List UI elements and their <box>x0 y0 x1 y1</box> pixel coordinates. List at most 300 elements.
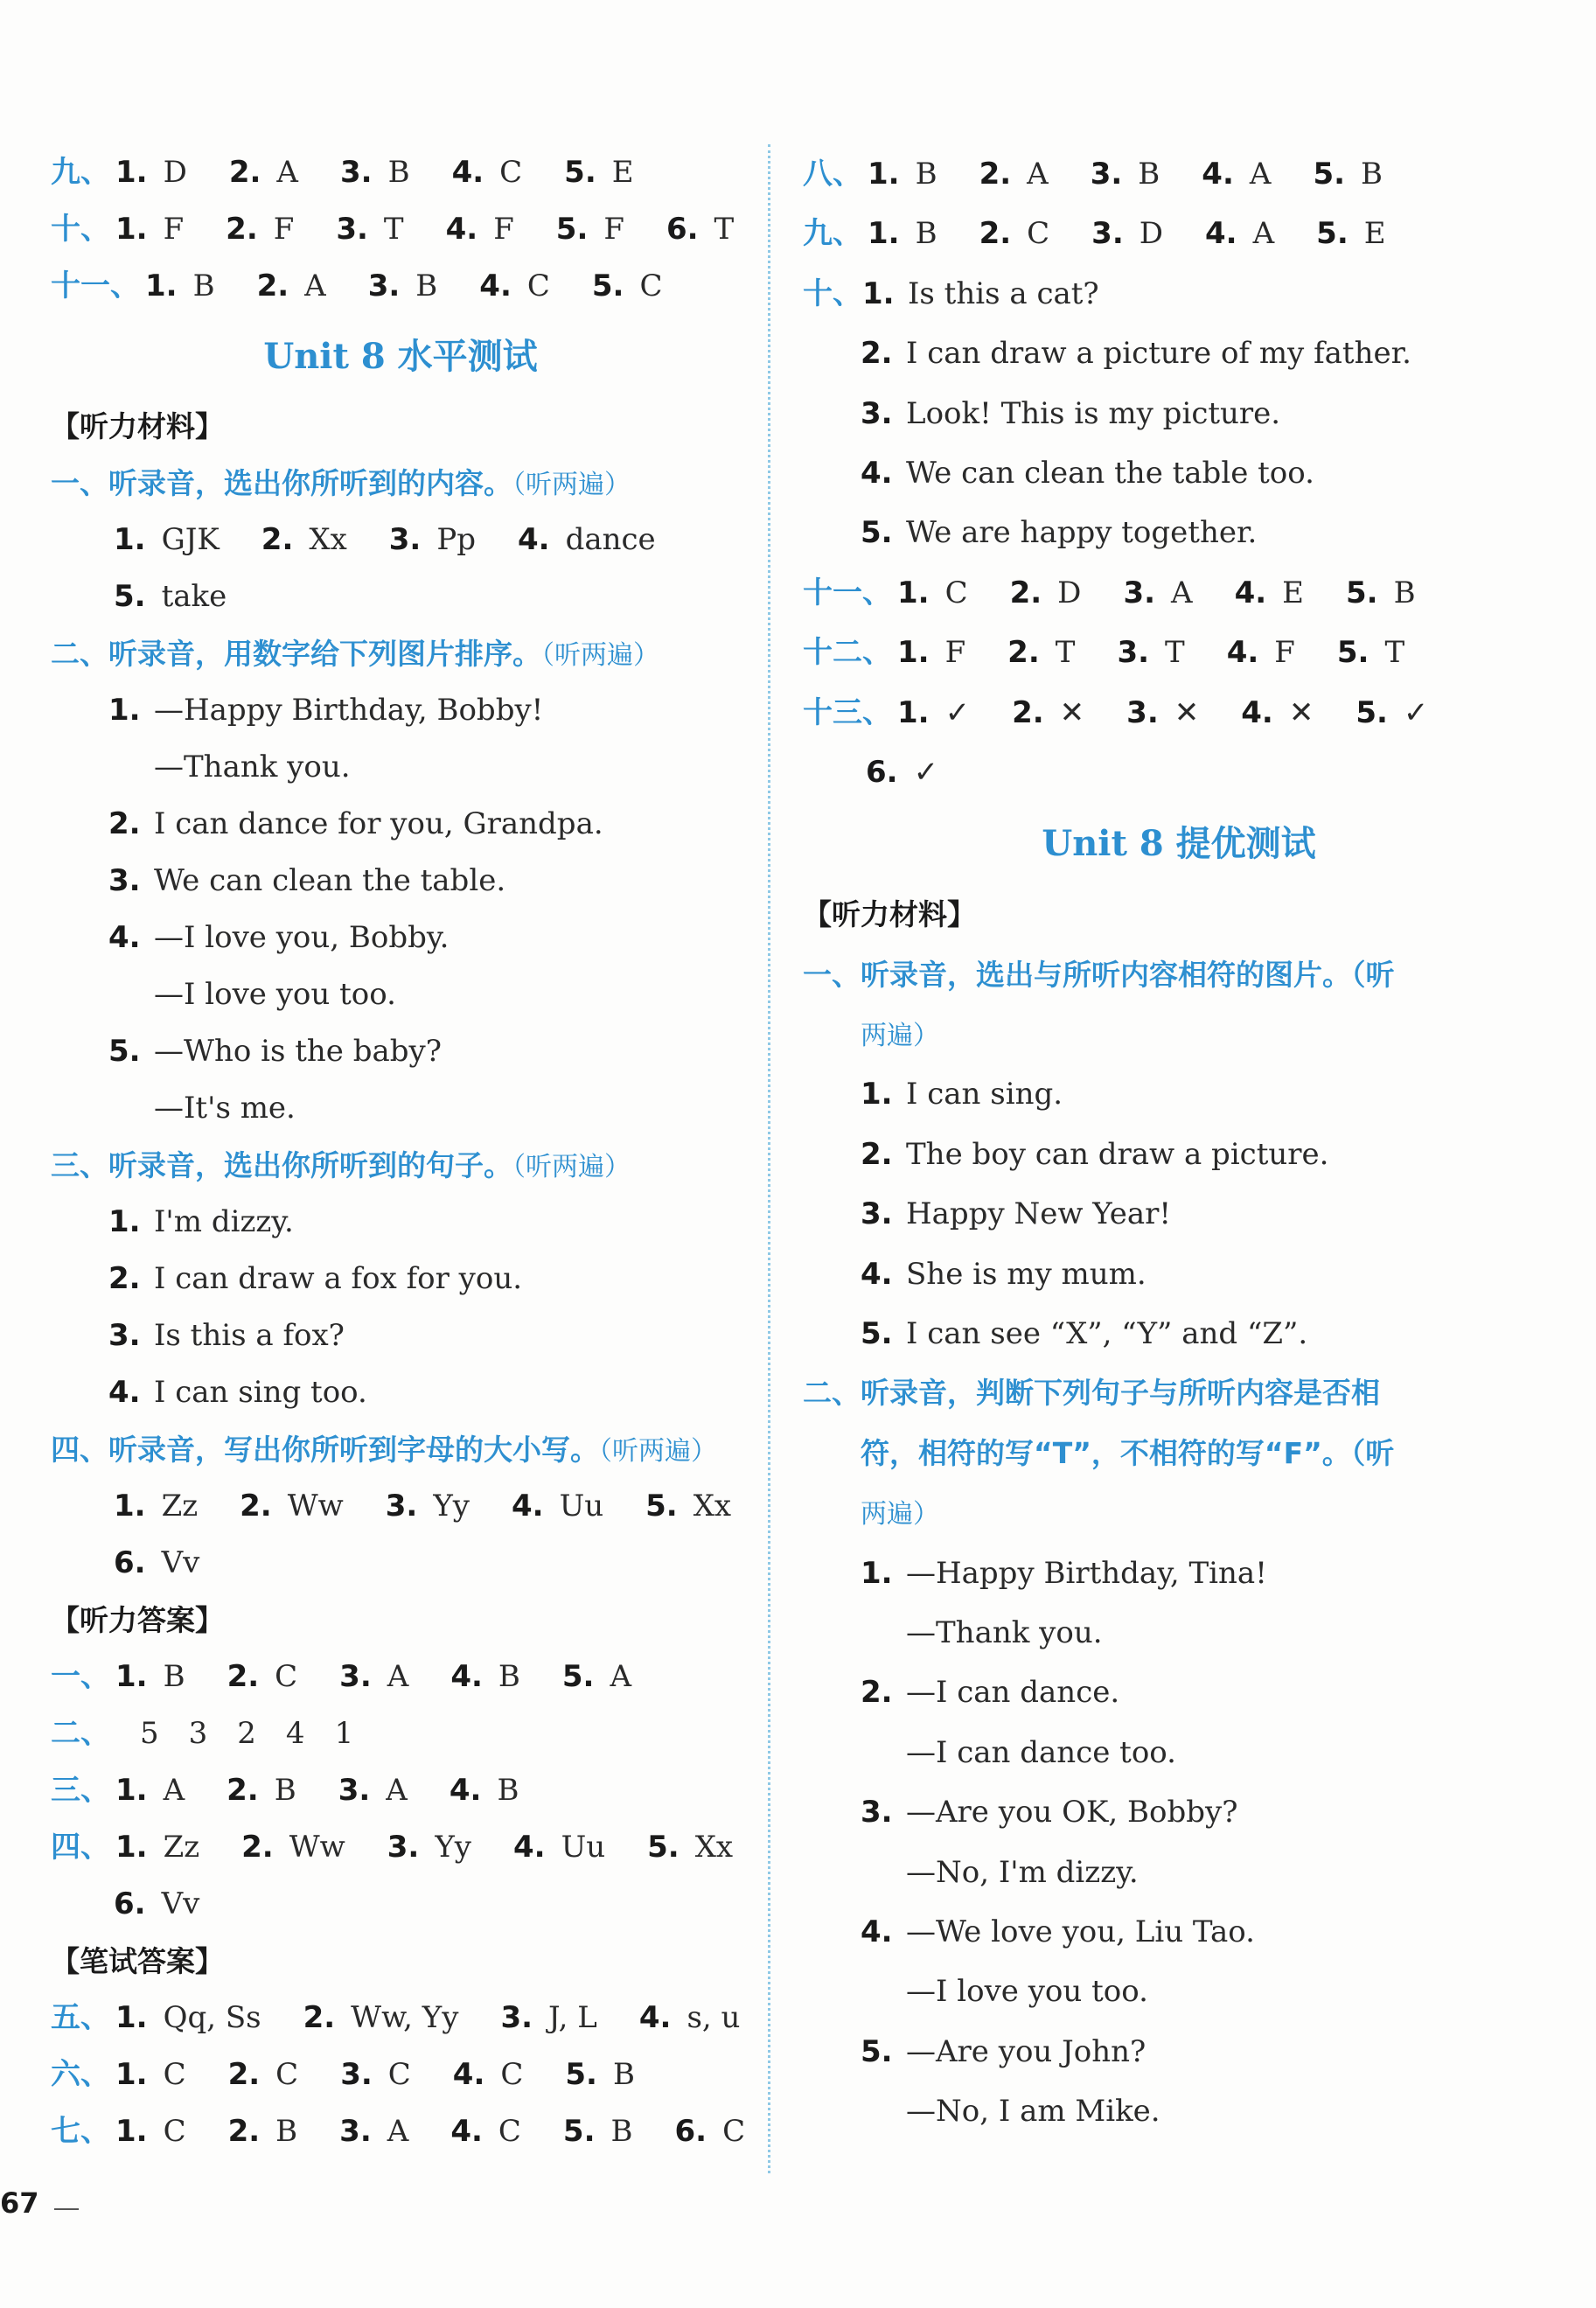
question-index: 四、 <box>51 1830 110 1865</box>
sequence-value: 2 <box>237 1716 256 1751</box>
sentence-line <box>51 1364 750 1421</box>
dialogue-line <box>51 910 750 966</box>
question-index: 一、 <box>51 1659 110 1694</box>
answer-number: 3. <box>339 1659 372 1694</box>
answer-value: ✓ <box>913 754 939 790</box>
answer-number: 2. <box>303 2000 336 2035</box>
listening-material-label: 【听力材料】 <box>803 897 976 932</box>
sequence-row <box>51 1705 750 1762</box>
item-number: 5. <box>861 515 893 551</box>
answer-value: Uu <box>559 1489 604 1524</box>
section-heading <box>803 945 1555 1005</box>
answer-number: 4. <box>449 1773 482 1808</box>
answer-number: 4. <box>452 2057 485 2092</box>
section-heading <box>51 455 750 512</box>
item-number: 3. <box>861 395 893 431</box>
answer-row <box>51 1876 750 1933</box>
answer-value: T <box>1165 635 1185 671</box>
question-index: 九、 <box>803 216 862 252</box>
answer-row <box>803 204 1555 263</box>
section-heading <box>803 1363 1555 1423</box>
answer-number: 2. <box>227 1773 259 1808</box>
right-column <box>803 144 1555 2142</box>
answer-number: 1. <box>868 157 900 192</box>
sentence-line <box>803 1304 1555 1363</box>
item-text: —Who is the baby? <box>154 1034 442 1069</box>
item-text: —Are you OK, Bobby? <box>906 1795 1238 1830</box>
item-text: —I love you too. <box>906 1974 1148 2010</box>
answer-row <box>51 144 750 201</box>
answer-value: Xx <box>694 1830 734 1865</box>
item-text: We can clean the table too. <box>906 455 1314 491</box>
answer-value: C <box>722 2114 746 2149</box>
answer-value: E <box>1282 575 1304 610</box>
answer-number: 2. <box>979 216 1012 252</box>
answer-row <box>803 563 1555 623</box>
answer-value: B <box>610 2114 633 2149</box>
answer-value: A <box>387 2114 409 2149</box>
answer-number: 4. <box>1205 216 1237 252</box>
item-text: —I can dance too. <box>906 1734 1176 1770</box>
answer-value: C <box>526 268 550 303</box>
answer-number: 3. <box>339 155 373 190</box>
answer-number: 1. <box>115 1830 148 1865</box>
item-text: —Happy Birthday, Tina! <box>906 1555 1267 1591</box>
answer-number: 2. <box>227 2114 261 2149</box>
answer-value: C <box>498 2114 521 2149</box>
answer-value: C <box>163 2114 186 2149</box>
answer-number: 4. <box>1202 157 1234 192</box>
section-heading-note: 两遍） <box>861 1499 939 1531</box>
answer-value: D <box>163 155 187 190</box>
item-text: —Thank you. <box>154 750 351 784</box>
answer-number: 5. <box>565 2057 597 2092</box>
section-heading-text: 一、听录音，选出与所听内容相符的图片。（听 <box>803 957 1395 992</box>
question-index: 七、 <box>51 2114 110 2149</box>
answer-value: T <box>1055 635 1076 671</box>
section-heading-text: 二、听录音，用数字给下列图片排序。 <box>51 637 541 671</box>
question-index: 六、 <box>51 2057 110 2092</box>
item-row <box>51 512 750 568</box>
answer-row <box>51 1819 750 1876</box>
answer-value: B <box>915 216 937 252</box>
item-number: 1. <box>108 693 141 728</box>
answer-row <box>51 1649 750 1705</box>
answer-number: 6. <box>114 1545 146 1580</box>
item-number: 5. <box>861 2033 893 2069</box>
item-text: —It's me. <box>154 1091 296 1126</box>
section-heading-continued <box>803 1005 1555 1064</box>
answer-number: 3. <box>500 2000 533 2035</box>
item-number: 2. <box>108 806 141 841</box>
section-heading-note: （听两遍） <box>541 640 659 671</box>
answer-number: 2. <box>256 268 289 303</box>
answer-number: 4. <box>445 212 478 247</box>
item-number: 3. <box>108 1318 141 1353</box>
answer-value: A <box>1027 157 1049 192</box>
answer-row <box>803 144 1555 204</box>
sentence-line <box>51 1307 750 1364</box>
item-text: —I love you too. <box>154 977 396 1012</box>
answer-number: 3. <box>385 1489 418 1524</box>
sequence-value: 3 <box>188 1716 208 1751</box>
dialogue-line <box>803 1544 1555 1603</box>
answer-value: Zz <box>161 1489 199 1524</box>
answer-value: T <box>714 212 735 247</box>
answer-value: F <box>273 212 295 247</box>
answer-row <box>803 743 1555 802</box>
section-heading-note: （听两遍） <box>512 470 631 500</box>
answer-value: E <box>611 155 634 190</box>
dialogue-line <box>803 2081 1555 2141</box>
section-heading-continued <box>803 1483 1555 1543</box>
answer-value: A <box>610 1659 632 1694</box>
answer-number: 5. <box>645 1489 678 1524</box>
answer-value: C <box>163 2057 186 2092</box>
answer-number: 3. <box>387 1830 420 1865</box>
answer-number: 1. <box>115 1659 148 1694</box>
answer-number: 5. <box>1316 216 1349 252</box>
item-text: —Happy Birthday, Bobby! <box>154 693 544 728</box>
item-number: 3. <box>861 1795 893 1830</box>
question-index: 九、 <box>51 155 110 190</box>
answer-number: 4. <box>1241 694 1273 730</box>
answer-number: 5. <box>555 212 589 247</box>
item-number: 4. <box>108 1375 141 1410</box>
dialogue-line <box>803 2022 1555 2081</box>
page-number-dash <box>54 2208 79 2210</box>
answer-number: 3. <box>1123 575 1156 610</box>
page-number: 67 <box>0 2186 39 2220</box>
answer-number: 2. <box>227 1659 260 1694</box>
answer-value: E <box>1363 216 1386 252</box>
answer-row <box>51 2047 750 2103</box>
sentence-line <box>803 1064 1555 1124</box>
sentence-line <box>803 264 1555 324</box>
answer-value: Yy <box>433 1489 470 1524</box>
answer-value: C <box>499 155 523 190</box>
item-number: 4. <box>861 1914 893 1949</box>
item-number: 1. <box>861 1077 893 1112</box>
item-number: 4. <box>861 1256 893 1292</box>
sentence-line <box>803 503 1555 562</box>
answer-number: 5. <box>591 268 624 303</box>
answer-value: Ww <box>289 1830 345 1865</box>
question-index: 三、 <box>51 1773 110 1808</box>
dialogue-line <box>803 1723 1555 1782</box>
item-text: I can dance for you, Grandpa. <box>154 806 603 841</box>
answer-number: 2. <box>240 1489 272 1524</box>
item-text: —I love you, Bobby. <box>154 920 450 955</box>
item-text: Is this a cat? <box>908 275 1099 311</box>
item-text: Look! This is my picture. <box>906 395 1281 431</box>
item-number: 2. <box>861 336 893 372</box>
answer-number: 1. <box>115 1773 148 1808</box>
answer-number: 6. <box>666 212 699 247</box>
item-number: 3. <box>861 1196 893 1232</box>
question-index: 十二、 <box>803 635 892 671</box>
section-heading <box>51 1137 750 1194</box>
answer-value: ✕ <box>1288 694 1314 730</box>
answer-value: A <box>1249 157 1272 192</box>
answer-value: C <box>639 268 663 303</box>
answer-value: Zz <box>163 1830 200 1865</box>
answer-number: 1. <box>897 635 930 671</box>
item-number: 4. <box>861 455 893 491</box>
item-number: 1. <box>108 1204 141 1239</box>
item-text: —No, I'm dizzy. <box>906 1854 1139 1890</box>
item-number: 5. <box>114 579 146 614</box>
answer-number: 2. <box>228 155 261 190</box>
answer-number: 1. <box>115 2000 148 2035</box>
question-index: 十一、 <box>803 575 892 610</box>
answer-row <box>51 2103 750 2160</box>
item-number: 4. <box>108 920 141 955</box>
item-number: 1. <box>862 275 895 311</box>
answer-value: Vv <box>161 1545 200 1580</box>
section-heading-text: 四、听录音，写出你所听到字母的大小写。 <box>51 1433 599 1467</box>
sentence-line <box>51 1251 750 1307</box>
item-text: —Thank you. <box>906 1614 1103 1650</box>
item-text: GJK <box>161 522 220 557</box>
listening-material-label: 【听力材料】 <box>51 409 224 443</box>
dialogue-line <box>51 966 750 1023</box>
section-heading-continued <box>803 1424 1555 1483</box>
dialogue-line <box>51 853 750 910</box>
answer-number: 2. <box>1007 635 1040 671</box>
answer-row <box>51 201 750 258</box>
question-index: 十三、 <box>803 694 892 730</box>
answer-value: B <box>497 1773 519 1808</box>
unit-title: Unit 8 水平测试 <box>263 336 538 377</box>
section-heading <box>51 625 750 682</box>
section-heading-text: 二、听录音，判断下列句子与所听内容是否相 <box>803 1376 1380 1411</box>
answer-number: 1. <box>145 268 178 303</box>
item-text: —Are you John? <box>906 2033 1146 2069</box>
dialogue-line <box>803 1843 1555 1902</box>
answer-number: 3. <box>367 268 401 303</box>
item-row <box>51 568 750 625</box>
item-text: —No, I am Mike. <box>906 2094 1160 2130</box>
answer-row <box>51 1762 750 1819</box>
answer-number: 2. <box>227 2057 261 2092</box>
answer-value: C <box>387 2057 411 2092</box>
section-heading-note: （听两遍） <box>599 1436 717 1467</box>
answer-value: B <box>387 155 410 190</box>
answer-value: A <box>387 1659 409 1694</box>
question-index: 十、 <box>51 212 110 247</box>
dialogue-line <box>803 1663 1555 1722</box>
dialogue-line <box>803 1782 1555 1842</box>
answer-row <box>803 683 1555 743</box>
answer-value: A <box>304 268 326 303</box>
answer-number: 6. <box>866 754 898 790</box>
item-number: 1. <box>861 1555 893 1591</box>
answer-number: 4. <box>450 2114 483 2149</box>
answer-value: B <box>1393 575 1416 610</box>
item-text: Is this a fox? <box>154 1318 345 1353</box>
answer-value: A <box>276 155 298 190</box>
dialogue-line <box>51 796 750 853</box>
section-heading-text: 三、听录音，选出你所听到的句子。 <box>51 1148 512 1182</box>
question-index: 十一、 <box>51 268 140 303</box>
item-text: take <box>161 579 227 614</box>
answer-value: Ww <box>287 1489 344 1524</box>
item-text: I'm dizzy. <box>154 1204 294 1239</box>
section-heading-note: （听两遍） <box>512 1152 631 1182</box>
answer-value: F <box>1274 635 1295 671</box>
written-answers-label: 【笔试答案】 <box>51 1944 224 1978</box>
answer-value: T <box>1384 635 1405 671</box>
item-text: She is my mum. <box>906 1256 1146 1292</box>
answer-row <box>51 1990 750 2047</box>
answer-value: B <box>1138 157 1160 192</box>
answer-number: 2. <box>226 212 258 247</box>
item-text: I can sing too. <box>154 1375 367 1410</box>
answer-number: 6. <box>674 2114 707 2149</box>
answer-number: 2. <box>241 1830 274 1865</box>
answer-value: B <box>1361 157 1383 192</box>
sentence-line <box>803 1125 1555 1184</box>
answer-value: ✓ <box>944 694 971 730</box>
sequence-value: 4 <box>285 1716 305 1751</box>
item-text: Pp <box>436 522 476 557</box>
answer-value: F <box>163 212 185 247</box>
answer-number: 3. <box>1117 635 1150 671</box>
item-number: 3. <box>108 863 141 898</box>
answer-value: Vv <box>161 1886 200 1921</box>
question-index: 五、 <box>51 2000 110 2035</box>
answer-value: B <box>275 2114 298 2149</box>
answer-value: ✓ <box>1403 694 1429 730</box>
answer-number: 1. <box>897 575 930 610</box>
answer-value: B <box>274 1773 296 1808</box>
column-divider <box>768 144 770 2173</box>
answer-value: A <box>1252 216 1275 252</box>
question-index: 八、 <box>803 157 862 192</box>
item-number: 2. <box>861 1675 893 1711</box>
item-text: I can draw a fox for you. <box>154 1261 523 1296</box>
answer-number: 3. <box>1090 157 1123 192</box>
answer-value: T <box>383 212 404 247</box>
item-text: The boy can draw a picture. <box>906 1136 1329 1172</box>
item-number: 5. <box>108 1034 141 1069</box>
answer-value: D <box>1139 216 1164 252</box>
answer-number: 1. <box>115 155 148 190</box>
section-heading-text: 符，相符的写“T”，不相符的写“F”。（听 <box>861 1435 1395 1470</box>
section-heading-note: 两遍） <box>861 1021 939 1052</box>
answer-number: 4. <box>1234 575 1267 610</box>
answer-value: s, u <box>686 2000 741 2035</box>
dialogue-line <box>803 1603 1555 1663</box>
item-text: Xx <box>309 522 347 557</box>
answer-number: 3. <box>336 212 368 247</box>
answer-value: F <box>603 212 624 247</box>
sentence-line <box>803 1184 1555 1244</box>
answer-value: B <box>163 1659 185 1694</box>
answer-value: A <box>1171 575 1193 610</box>
item-text: I can see “X”, “Y” and “Z”. <box>906 1316 1308 1352</box>
listening-answers-label: 【听力答案】 <box>51 1603 224 1637</box>
answer-value: B <box>915 157 937 192</box>
section-heading <box>51 1421 750 1478</box>
answer-number: 4. <box>512 1489 544 1524</box>
letter-row <box>51 1478 750 1535</box>
answer-value: C <box>500 2057 524 2092</box>
answer-value: Ww, Yy <box>351 2000 459 2035</box>
answer-number: 2. <box>979 157 1012 192</box>
dialogue-line <box>51 739 750 796</box>
answer-row <box>51 258 750 315</box>
answer-number: 4. <box>513 1830 546 1865</box>
item-text: —We love you, Liu Tao. <box>906 1914 1255 1949</box>
answer-value: ✕ <box>1174 694 1200 730</box>
left-column <box>51 144 750 2160</box>
answer-value: C <box>944 575 968 610</box>
answer-value: Uu <box>561 1830 606 1865</box>
answer-number: 5. <box>1336 635 1369 671</box>
section-heading-text: 一、听录音，选出你所听到的内容。 <box>51 466 512 500</box>
answer-number: 5. <box>647 1830 680 1865</box>
answer-number: 1. <box>115 2114 148 2149</box>
answer-number: 5. <box>1313 157 1346 192</box>
answer-number: 3. <box>340 2057 373 2092</box>
answer-number: 5. <box>1345 575 1378 610</box>
answer-number: 5. <box>562 2114 596 2149</box>
answer-value: C <box>275 1659 298 1694</box>
answer-number: 1. <box>115 2057 148 2092</box>
item-text: —I can dance. <box>906 1675 1120 1711</box>
answer-value: B <box>498 1659 520 1694</box>
answer-number: 3. <box>1126 694 1159 730</box>
answer-value: C <box>1027 216 1050 252</box>
answer-value: F <box>493 212 514 247</box>
answer-number: 3. <box>1091 216 1124 252</box>
answer-number: 3. <box>339 2114 372 2149</box>
item-number: 3. <box>388 522 422 557</box>
answer-number: 4. <box>638 2000 672 2035</box>
answer-number: 4. <box>479 268 512 303</box>
answer-row <box>803 623 1555 682</box>
answer-value: A <box>386 1773 408 1808</box>
answer-value: Yy <box>435 1830 471 1865</box>
item-text: dance <box>565 522 656 557</box>
question-index: 二、 <box>51 1716 110 1751</box>
sentence-line <box>803 384 1555 443</box>
answer-number: 5. <box>561 1659 595 1694</box>
answer-number: 1. <box>868 216 900 252</box>
item-number: 2. <box>861 1136 893 1172</box>
dialogue-line <box>51 682 750 739</box>
answer-number: 4. <box>1226 635 1259 671</box>
dialogue-line <box>803 1962 1555 2021</box>
item-number: 2. <box>108 1261 141 1296</box>
answer-number: 1. <box>897 694 930 730</box>
sequence-value: 1 <box>334 1716 354 1751</box>
answer-number: 4. <box>451 155 484 190</box>
sentence-line <box>803 1245 1555 1304</box>
answer-value: ✕ <box>1059 694 1085 730</box>
letter-row <box>51 1535 750 1592</box>
item-number: 5. <box>861 1316 893 1352</box>
answer-value: B <box>612 2057 635 2092</box>
item-text: I can sing. <box>906 1077 1063 1112</box>
item-number: 4. <box>517 522 550 557</box>
item-text: We can clean the table. <box>154 863 506 898</box>
answer-number: 4. <box>450 1659 483 1694</box>
answer-number: 5. <box>564 155 596 190</box>
sequence-value: 5 <box>140 1716 159 1751</box>
